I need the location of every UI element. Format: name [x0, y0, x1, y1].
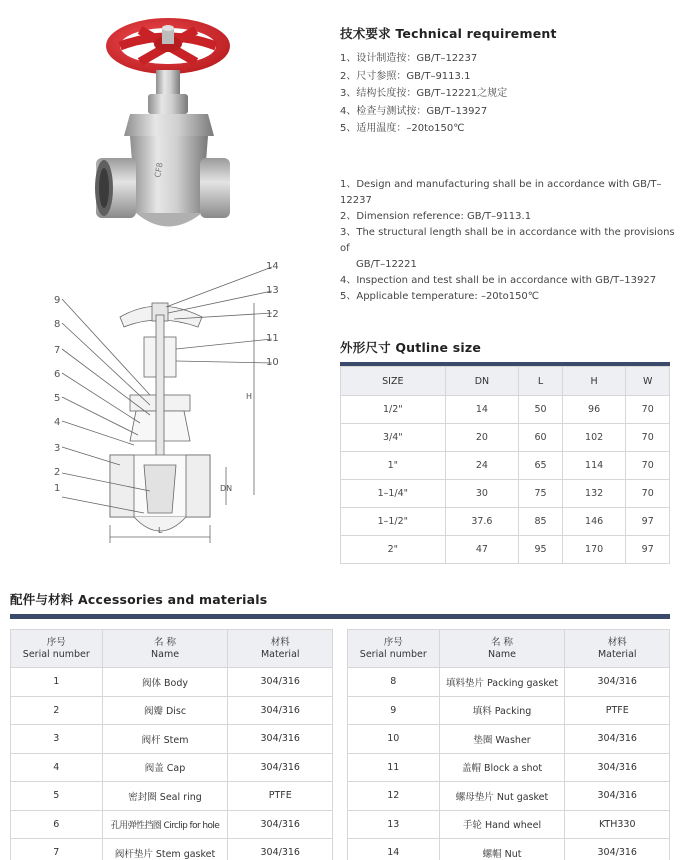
svg-text:13: 13 [266, 285, 279, 296]
table-cell: 304/316 [228, 810, 333, 839]
requirement-cn-item: 2、尺寸参照：GB/T–9113.1 [340, 70, 471, 82]
material-header: 材料 Material [565, 630, 670, 668]
accessories-table-left [10, 629, 333, 860]
table-row [11, 668, 333, 697]
gate-valve-photo [90, 8, 250, 248]
table-cell: 12 [348, 782, 440, 811]
table-cell: 304/316 [228, 696, 333, 725]
requirement-cn-item: 4、检查与测试按：GB/T–13927 [340, 105, 488, 117]
svg-text:1: 1 [54, 483, 61, 494]
table-cell: 2" [341, 536, 446, 564]
table-cell: 304/316 [565, 725, 670, 754]
svg-text:L: L [158, 526, 163, 535]
table-row [348, 782, 670, 811]
table-cell: 填料 Packing [439, 696, 565, 725]
technical-requirement-title: 技术要求 Technical requirement [340, 26, 557, 41]
table-cell: 24 [445, 452, 519, 480]
table-header-row [11, 630, 333, 668]
name-header: 名 称 Name [439, 630, 565, 668]
svg-text:10: 10 [266, 357, 279, 368]
table-cell: 132 [562, 480, 626, 508]
svg-text:11: 11 [266, 333, 279, 344]
table-row [341, 508, 670, 536]
table-cell: 填料垫片 Packing gasket [439, 668, 565, 697]
svg-text:6: 6 [54, 369, 61, 380]
table-cell: 阀瓣 Disc [102, 696, 228, 725]
svg-text:8: 8 [54, 319, 61, 330]
table-cell: 8 [348, 668, 440, 697]
svg-text:DN: DN [220, 484, 233, 493]
table-row [11, 696, 333, 725]
table-cell: 14 [445, 396, 519, 424]
section-divider [10, 614, 670, 619]
table-row [11, 753, 333, 782]
column-header: W [626, 367, 670, 396]
table-cell: 20 [445, 424, 519, 452]
table-row [11, 810, 333, 839]
table-cell: 4 [11, 753, 103, 782]
table-cell: 1–1/2" [341, 508, 446, 536]
svg-text:5: 5 [54, 393, 61, 404]
table-cell: 304/316 [565, 753, 670, 782]
table-cell: 70 [626, 452, 670, 480]
table-row [341, 424, 670, 452]
svg-text:CF8: CF8 [153, 161, 165, 179]
table-cell: 1/2" [341, 396, 446, 424]
table-row [11, 725, 333, 754]
table-cell: 304/316 [565, 782, 670, 811]
requirement-en-item: GB/T–12221 [356, 258, 417, 270]
material-header: 材料 Material [228, 630, 333, 668]
table-cell: 304/316 [228, 725, 333, 754]
table-cell: 304/316 [565, 839, 670, 860]
table-cell: 密封圈 Seal ring [102, 782, 228, 811]
svg-text:3: 3 [54, 443, 61, 454]
table-cell: 阀杆垫片 Stem gasket [102, 839, 228, 860]
table-row [348, 753, 670, 782]
table-row [348, 696, 670, 725]
table-cell: PTFE [228, 782, 333, 811]
svg-text:2: 2 [54, 467, 61, 478]
table-cell: 304/316 [228, 753, 333, 782]
column-header: H [562, 367, 626, 396]
table-cell: 10 [348, 725, 440, 754]
outline-size-section [340, 338, 670, 564]
table-cell: 70 [626, 480, 670, 508]
name-header: 名 称 Name [102, 630, 228, 668]
table-cell: 阀体 Body [102, 668, 228, 697]
requirement-list-en [340, 177, 680, 305]
serial-header: 序号 Serial number [348, 630, 440, 668]
table-cell: 垫圈 Washer [439, 725, 565, 754]
table-row [348, 810, 670, 839]
table-cell: 102 [562, 424, 626, 452]
serial-header: 序号 Serial number [11, 630, 103, 668]
table-cell: 阀杆 Stem [102, 725, 228, 754]
table-cell: 70 [626, 424, 670, 452]
table-row [341, 396, 670, 424]
table-cell: 60 [519, 424, 563, 452]
svg-text:12: 12 [266, 309, 279, 320]
table-cell: 30 [445, 480, 519, 508]
table-cell: 9 [348, 696, 440, 725]
outline-size-body [341, 396, 670, 564]
outline-size-table [340, 366, 670, 564]
accessories-section [10, 590, 670, 860]
table-cell: 孔用弹性挡圈 Circlip for hole [102, 810, 228, 839]
table-header-row [348, 630, 670, 668]
table-row [341, 480, 670, 508]
accessories-title: 配件与材料 Accessories and materials [10, 592, 268, 607]
requirement-list-cn [340, 50, 680, 138]
requirement-en-item: 3、The structural length shall be in accordance with the provisions of [340, 226, 675, 254]
table-cell: 14 [348, 839, 440, 860]
requirement-cn-item: 5、适用温度：–20to150℃ [340, 123, 465, 134]
table-row [348, 839, 670, 860]
requirement-cn-item: 1、设计制造按：GB/T–12237 [340, 53, 478, 64]
table-row [11, 839, 333, 860]
table-cell: PTFE [565, 696, 670, 725]
table-cell: 304/316 [228, 839, 333, 860]
table-cell: 1" [341, 452, 446, 480]
table-cell: 阀盖 Cap [102, 753, 228, 782]
table-cell: 3 [11, 725, 103, 754]
table-cell: 50 [519, 396, 563, 424]
column-header: SIZE [341, 367, 446, 396]
table-row [348, 668, 670, 697]
table-cell: 螺母垫片 Nut gasket [439, 782, 565, 811]
svg-text:9: 9 [54, 295, 61, 306]
table-cell: 7 [11, 839, 103, 860]
column-header: DN [445, 367, 519, 396]
valve-section-drawing [40, 255, 300, 555]
table-cell: 170 [562, 536, 626, 564]
table-cell: 97 [626, 508, 670, 536]
table-cell: 70 [626, 396, 670, 424]
table-cell: 6 [11, 810, 103, 839]
table-cell: 304/316 [228, 668, 333, 697]
table-row [348, 725, 670, 754]
table-cell: 47 [445, 536, 519, 564]
handwheel-photo [106, 18, 230, 74]
table-cell: 螺帽 Nut [439, 839, 565, 860]
table-cell: 2 [11, 696, 103, 725]
table-cell: 75 [519, 480, 563, 508]
table-cell: 1–1/4" [341, 480, 446, 508]
table-row [11, 782, 333, 811]
table-cell: 37.6 [445, 508, 519, 536]
svg-text:4: 4 [54, 417, 61, 428]
table-row [341, 536, 670, 564]
accessories-table-right [347, 629, 670, 860]
requirement-en-item: 4、Inspection and test shall be in accordance with GB/T–13927 [340, 274, 657, 286]
table-header-row [341, 367, 670, 396]
table-cell: 97 [626, 536, 670, 564]
svg-text:H: H [246, 392, 253, 401]
table-cell: 13 [348, 810, 440, 839]
technical-requirement-section [340, 24, 680, 305]
table-cell: 85 [519, 508, 563, 536]
svg-text:7: 7 [54, 345, 61, 356]
table-cell: 114 [562, 452, 626, 480]
table-cell: KTH330 [565, 810, 670, 839]
table-cell: 11 [348, 753, 440, 782]
table-cell: 96 [562, 396, 626, 424]
table-row [341, 452, 670, 480]
table-cell: 304/316 [565, 668, 670, 697]
table-cell: 95 [519, 536, 563, 564]
requirement-en-item: 5、Applicable temperature: –20to150℃ [340, 290, 540, 302]
column-header: L [519, 367, 563, 396]
table-cell: 手轮 Hand wheel [439, 810, 565, 839]
outline-size-title: 外形尺寸 Qutline size [340, 340, 482, 355]
table-cell: 1 [11, 668, 103, 697]
table-cell: 146 [562, 508, 626, 536]
requirement-en-item: 1、Design and manufacturing shall be in accordance with GB/T–12237 [340, 178, 662, 206]
table-cell: 3/4" [341, 424, 446, 452]
svg-text:14: 14 [266, 261, 279, 272]
requirement-en-item: 2、Dimension reference: GB/T–9113.1 [340, 210, 532, 222]
requirement-cn-item: 3、结构长度按：GB/T–12221之规定 [340, 88, 508, 99]
table-cell: 盖帽 Block a shot [439, 753, 565, 782]
table-cell: 65 [519, 452, 563, 480]
table-cell: 5 [11, 782, 103, 811]
